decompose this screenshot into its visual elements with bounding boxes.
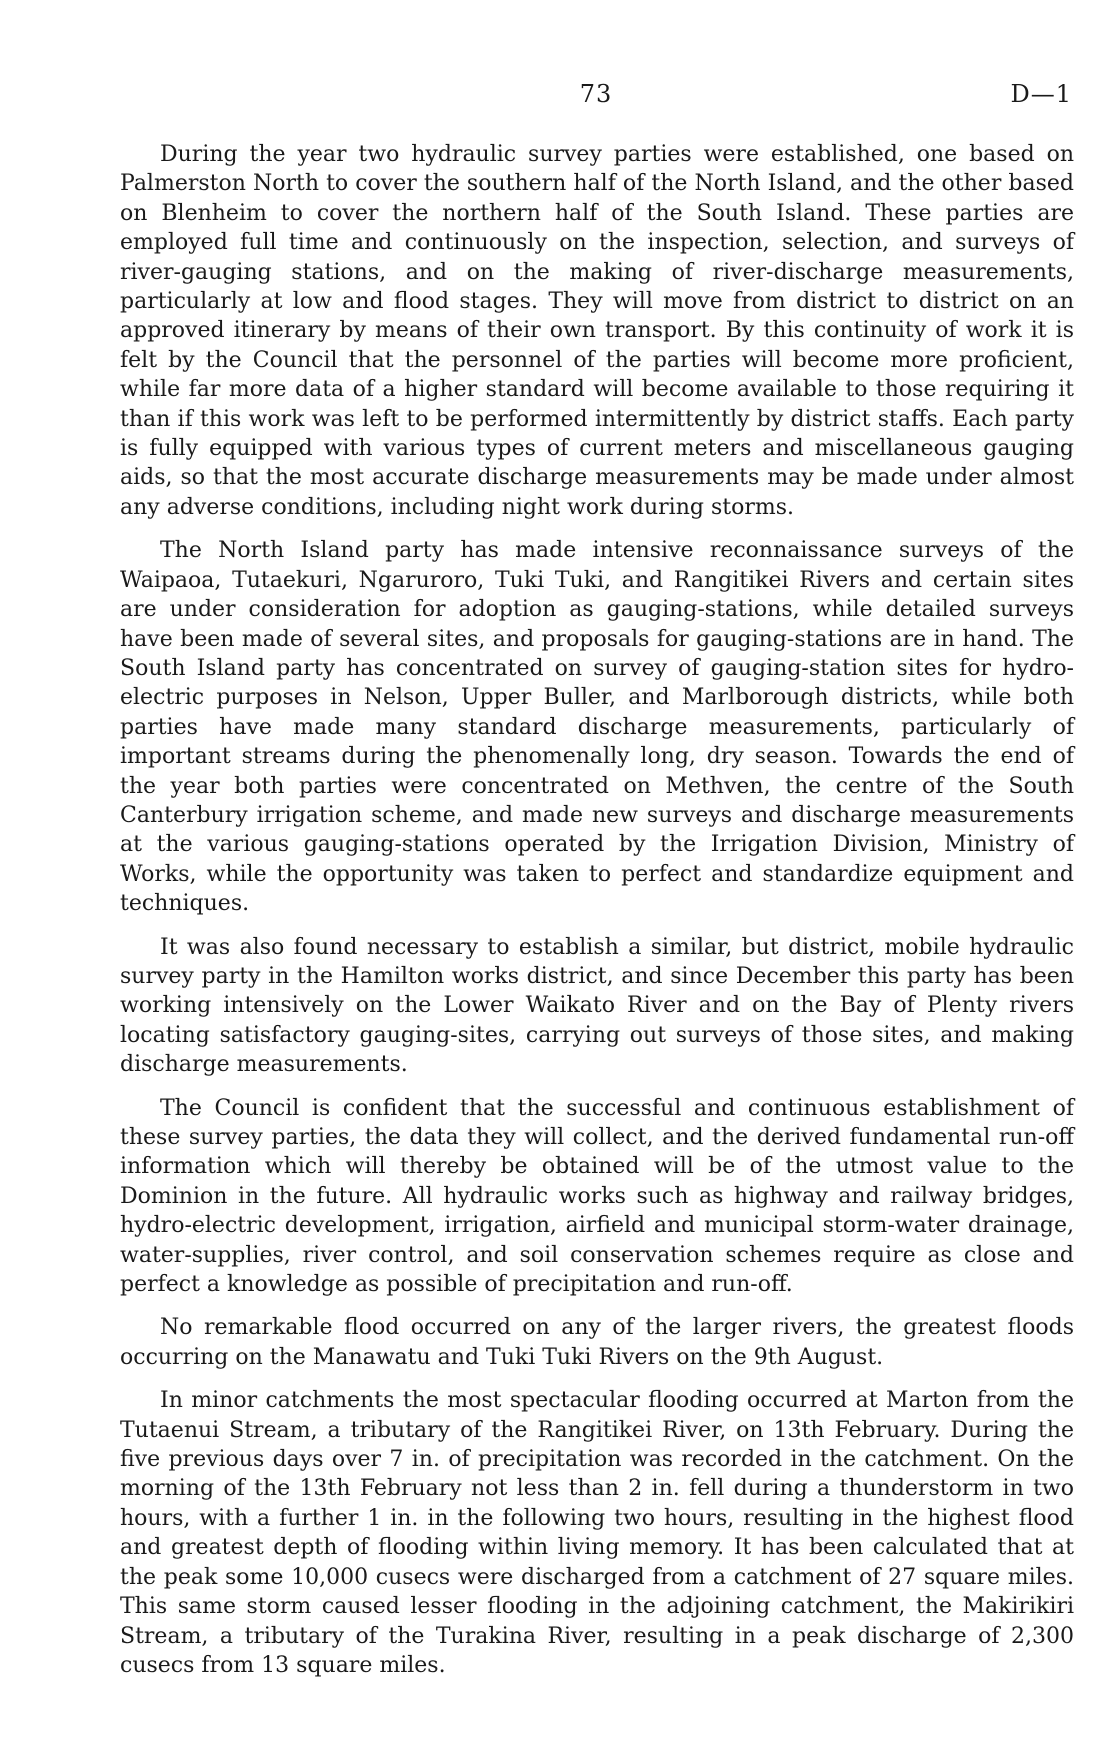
paragraph-hamilton-party: It was also found necessary to establish a similar, but district, mobile hydraulic survey party in the Hamilton works district, and since December this party has been working intensively on the Lower Waikato River and on the Bay of Plenty rivers locating satisfactory gauging-sites, carrying out surveys of those sites, and making discharge measurements. <box>120 934 1074 1078</box>
paragraph-island-parties: The North Island party has made intensive reconnaissance surveys of the Waipaoa, Tutaekuri, Ngaruroro, Tuki Tuki, and Rangitikei Rivers and certain sites are under consideration for adoption as gauging-stations, while detailed surveys have been made of several sites, and proposals for gauging-stations are in hand. The South Island party has concentrated on survey of gauging-station sites for hydro-electric purposes in Nelson, Upper Buller, and Marlborough districts, while both parties have made many standard discharge measurements, particularly of important streams during the phenomenally long, dry season. Towards the end of the year both parties were concentrated on Methven, the centre of the South Canterbury irrigation scheme, and made new surveys and discharge measurements at the various gauging-stations operated by the Irrigation Division, Ministry of Works, while the opportunity was taken to perfect and standardize equipment and techniques. <box>120 538 1074 917</box>
paragraph-survey-parties: During the year two hydraulic survey parties were established, one based on Palmerston North to cover the southern half of the North Island, and the other based on Blenheim to cover the northern half of the South Island. These parties are employed full time and continuously on the inspection, selection, and surveys of river-gauging stations, and on the making of river-discharge measurements, particularly at low and flood stages. They will move from district to district on an approved itinerary by means of their own transport. By this continuity of work it is felt by the Council that the personnel of the parties will become more proficient, while far more data of a higher standard will become available to those requiring it than if this work was left to be performed intermittently by district staffs. Each party is fully equipped with various types of current meters and miscellaneous gauging aids, so that the most accurate discharge measurements may be made under almost any adverse conditions, including night work during storms. <box>120 142 1074 520</box>
paragraph-floods: No remarkable flood occurred on any of the larger rivers, the greatest floods occurring on the Manawatu and Tuki Tuki Rivers on the 9th August. <box>120 1315 1074 1370</box>
paragraph-minor-catchments: In minor catchments the most spectacular flooding occurred at Marton from the Tutaenui Stream, a tributary of the Rangitikei River, on 13th February. During the five previous days over 7 in. of precipitation was recorded in the catchment. On the morning of the 13th February not less than 2 in. fell during a thunderstorm in two hours, with a further 1 in. in the following two hours, resulting in the highest flood and greatest depth of flooding within living memory. It has been calculated that at the peak some 10,000 cusecs were discharged from a catchment of 27 square miles. This same storm caused lesser flooding in the adjoining catchment, the Makirikiri Stream, a tributary of the Turakina River, resulting in a peak discharge of 2,300 cusecs from 13 square miles. <box>120 1388 1074 1678</box>
page-header <box>120 80 1072 110</box>
page-number: 73 <box>579 80 613 108</box>
body-text <box>120 140 1074 1694</box>
document-reference: D—1 <box>1010 80 1072 108</box>
paragraph-council-confidence: The Council is confident that the successful and continuous establishment of these survey parties, the data they will collect, and the derived fundamental run-off information which will thereby be obtained will be of the utmost value to the Dominion in the future. All hydraulic works such as highway and railway bridges, hydro-electric development, irrigation, airfield and municipal storm-water drainage, water-supplies, river control, and soil conservation schemes require as close and perfect a knowledge as possible of precipitation and run-off. <box>120 1095 1074 1298</box>
